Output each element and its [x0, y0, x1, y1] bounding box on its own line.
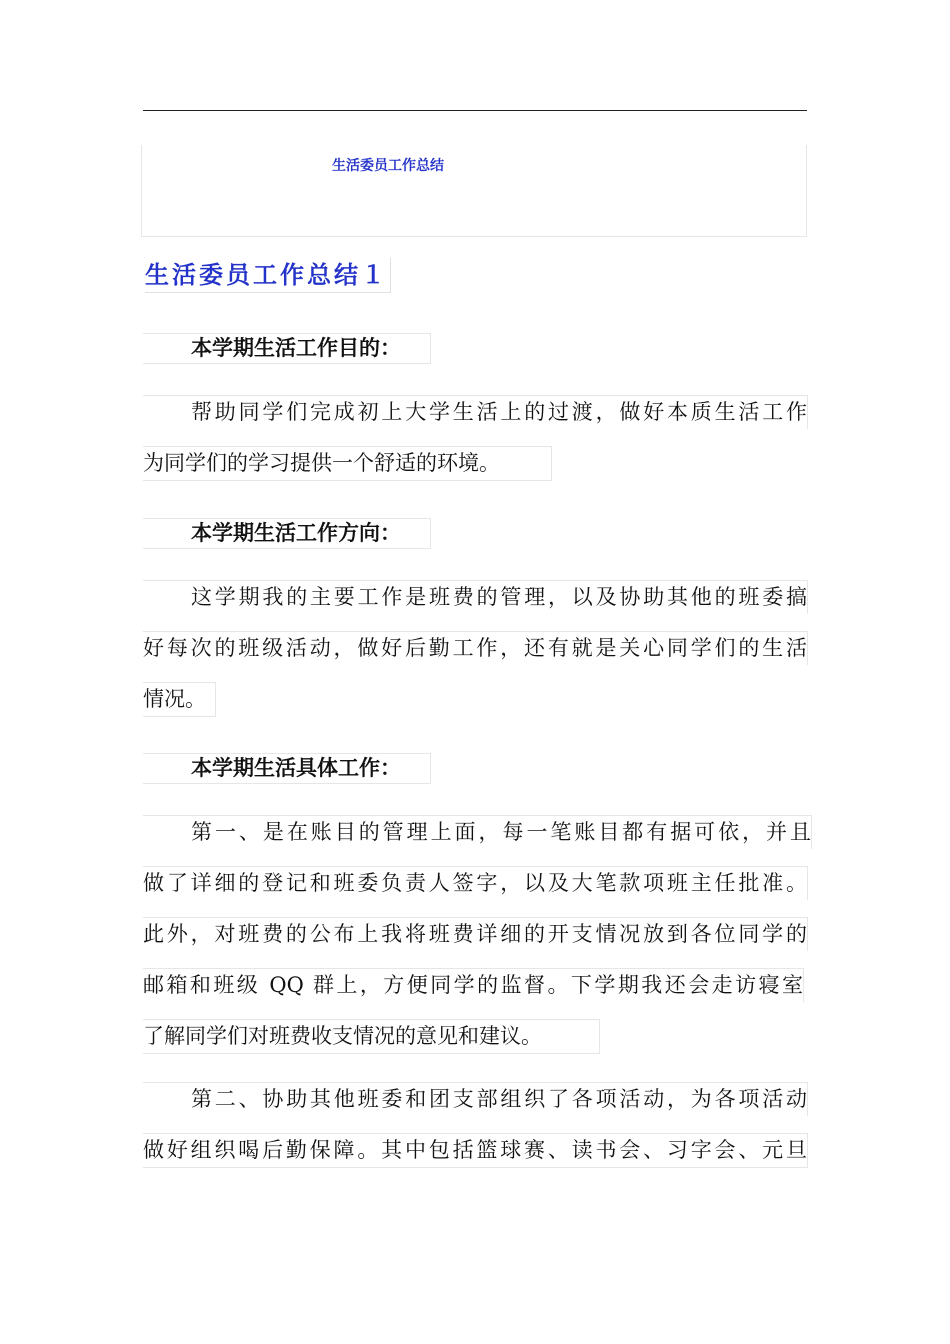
paragraph-activities [143, 1082, 807, 1168]
text-line: 好每次的班级活动，做好后勤工作，还有就是关心同学们的生活 [143, 631, 808, 665]
text-line: 第二、协助其他班委和团支部组织了各项活动，为各项活动 [143, 1082, 808, 1116]
text-line: 此外，对班费的公布上我将班费详细的开支情况放到各位同学的 [143, 917, 808, 951]
text-line: 为同学们的学习提供一个舒适的环境。 [143, 446, 552, 481]
section-heading-text: 本学期生活工作方向： [191, 521, 401, 545]
paragraph-accounts [143, 815, 811, 1054]
section-heading-direction [143, 518, 431, 549]
header-title: 生活委员工作总结 [332, 158, 444, 174]
section-heading-text: 本学期生活具体工作： [191, 756, 401, 780]
text-line: 第一、是在账目的管理上面，每一笔账目都有据可依，并且 [143, 815, 812, 849]
header-rule [143, 110, 807, 111]
page-header [141, 145, 807, 237]
section-heading-purpose [143, 333, 431, 364]
section-heading-text: 本学期生活工作目的： [191, 336, 401, 360]
paragraph-purpose [143, 395, 807, 481]
text-line: 帮助同学们完成初上大学生活上的过渡，做好本质生活工作 [143, 395, 808, 429]
text-line: 邮箱和班级 QQ 群上，方便同学的监督。下学期我还会走访寝室 [143, 968, 804, 1002]
text-line: 了解同学们对班费收支情况的意见和建议。 [143, 1019, 600, 1054]
text-line: 做好组织喝后勤保障。其中包括篮球赛、读书会、习字会、元旦 [143, 1133, 808, 1168]
paragraph-direction [143, 580, 807, 717]
text-line: 做了详细的登记和班委负责人签字，以及大笔款项班主任批准。 [143, 866, 808, 900]
text-line: 这学期我的主要工作是班费的管理，以及协助其他的班委搞 [143, 580, 808, 614]
text-line: 情况。 [143, 682, 216, 717]
section-heading-specific [143, 753, 431, 784]
document-title: 生活委员工作总结１ [145, 258, 391, 293]
